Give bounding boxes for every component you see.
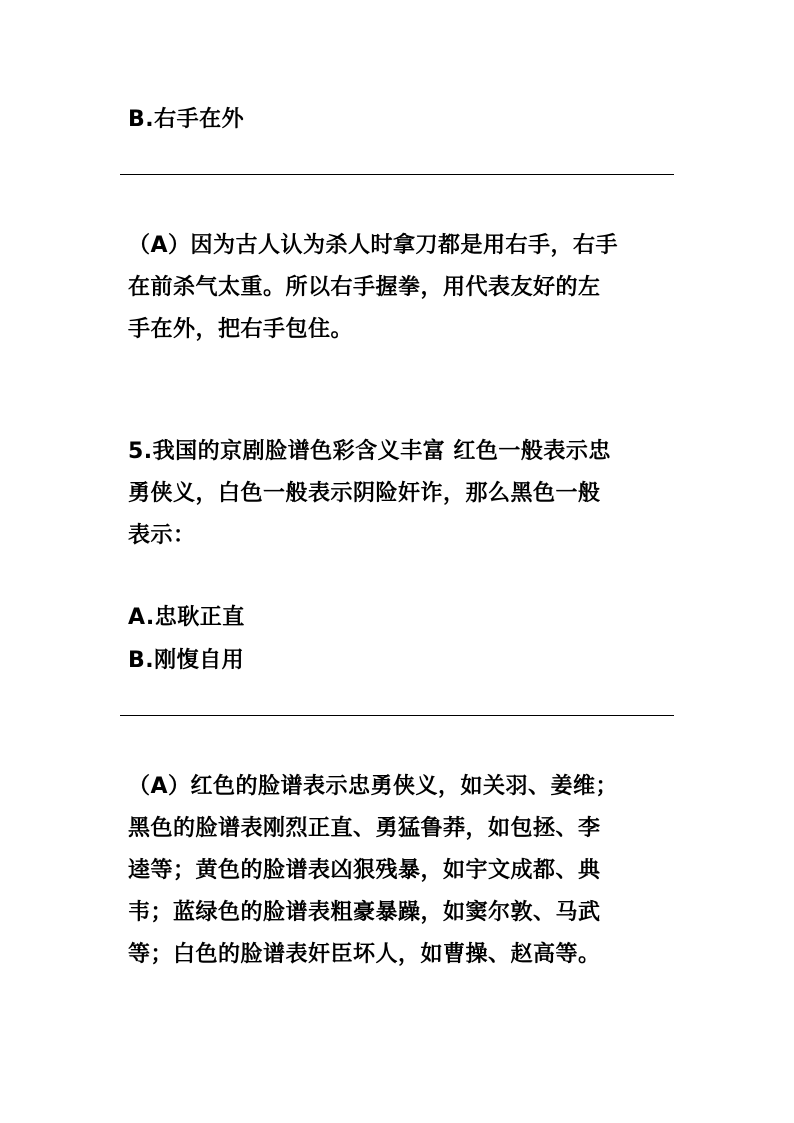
divider-1 [120,174,674,175]
answer-4 [128,225,676,351]
q5-option-b: B.刚愎自用 [128,648,245,673]
divider-2 [120,715,674,716]
answer-5-line: （A）红色的脸谱表示忠勇侠义，如关羽、姜维； [128,774,619,799]
answer-5-line: 逵等；黄色的脸谱表凶狠残暴，如宇文成都、典 [128,858,601,883]
answer-5-line: 韦；蓝绿色的脸谱表粗豪暴躁，如窦尔敦、马武 [128,900,601,925]
q5-option-a: A.忠耿正直 [128,605,245,630]
answer-5-line: 等；白色的脸谱表奸臣坏人，如曹操、赵高等。 [128,942,601,967]
answer-5-line: 黑色的脸谱表刚烈正直、勇猛鲁莽，如包拯、李 [128,816,601,841]
answer-4-line: 在前杀气太重。所以右手握拳，用代表友好的左 [128,275,601,300]
question-5-line: 5.我国的京剧脸谱色彩含义丰富 红色一般表示忠 [128,439,611,464]
question-5 [128,431,676,557]
question-5-line: 表示： [128,523,196,548]
q4-option-b: B.右手在外 [128,107,245,132]
answer-5 [128,766,676,976]
answer-4-line: （A）因为古人认为杀人时拿刀都是用右手，右手 [128,233,619,258]
answer-4-line: 手在外，把右手包住。 [128,317,354,342]
question-5-line: 勇侠义，白色一般表示阴险奸诈，那么黑色一般 [128,481,601,506]
